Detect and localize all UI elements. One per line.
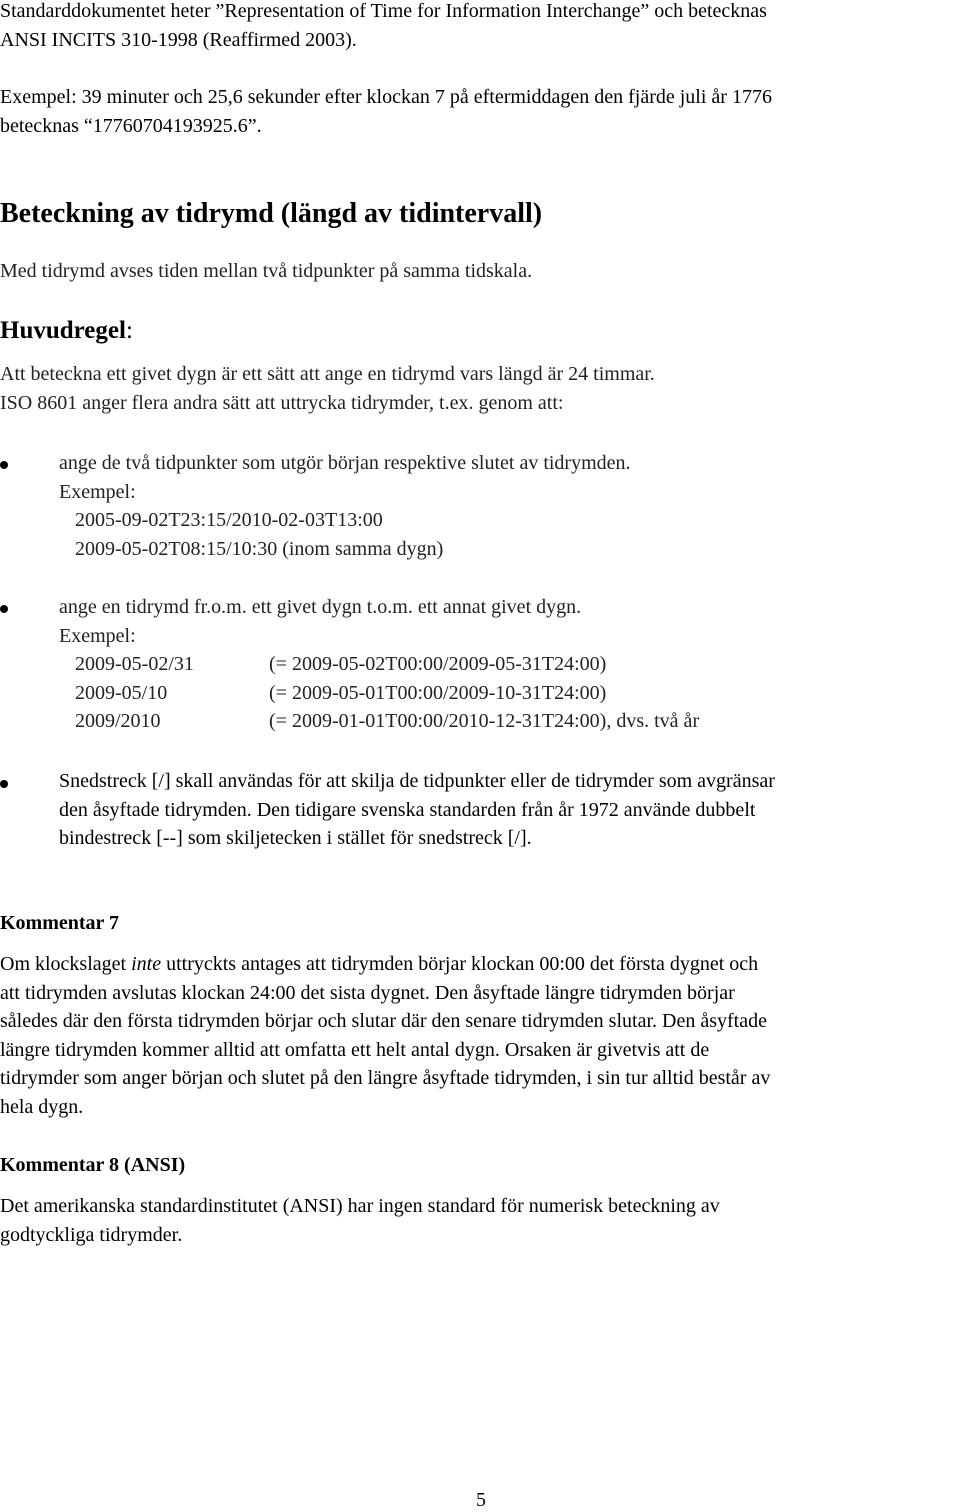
rule-body [0,360,958,417]
rule-title: Huvudregel [0,317,126,344]
example-meaning: (= 2009-05-01T00:00/2009-10-31T24:00) [269,681,607,704]
bullet-line: den åsyftade tidrymden. Den tidigare svenska standarden från år 1972 använde dubbelt [59,798,756,821]
bullet-item-endpoints [59,449,958,563]
comment-text: uttryckts antages att tidrymden börjar klockan 00:00 det första dygnet och [161,953,759,975]
bullet-dot [0,605,8,613]
comment-line: godtyckliga tidrymder. [0,1223,183,1246]
section-heading: Beteckning av tidrymd (längd av tidintervall) [0,198,543,229]
example-meaning: (= 2009-05-02T00:00/2009-05-31T24:00) [269,653,607,676]
comment-line: tidrymder som anger början och slutet på den längre åsyftade tidrymden, i sin tur alltid består av [0,1067,771,1090]
bullet-item-slash [59,767,958,853]
comment-line: Det amerikanska standardinstitutet (ANSI) har ingen standard för numerisk beteckning av [0,1195,720,1217]
example-value: 2005-09-02T23:15/2010-02-03T13:00 [75,509,383,532]
bullet-text: ange de två tidpunkter som utgör början respektive slutet av tidrymden. [59,452,631,474]
bullet-line: Snedstreck [/] skall användas för att skilja de tidpunkter eller de tidrymder som avgränsar [59,770,775,792]
example-value: 2009-05-02T08:15/10:30 (inom samma dygn) [75,537,444,560]
comment-line: hela dygn. [0,1095,84,1118]
bullet-text: ange en tidrymd fr.o.m. ett givet dygn t.o.m. ett annat givet dygn. [59,596,582,618]
example-code: 2009-05/10 [75,681,168,704]
example-code: 2009/2010 [75,710,161,733]
intro-example [0,83,958,140]
comment-7-body [0,950,958,1122]
example-meaning: (= 2009-01-01T00:00/2010-12-31T24:00), dvs. två år [269,710,700,733]
rule-line: ISO 8601 anger flera andra sätt att uttrycka tidrymder, t.ex. genom att: [0,391,564,414]
example-line: Exempel: 39 minuter och 25,6 sekunder efter klockan 7 på eftermiddagen den fjärde juli år 1776 [0,86,772,108]
example-row [59,650,958,679]
example-row [59,707,958,736]
emphasis-text: inte [131,953,162,975]
intro-paragraph [0,0,958,54]
intro-line: ANSI INCITS 310-1998 (Reaffirmed 2003). [0,28,357,51]
comment-line: således där den första tidrymden börjar och slutar där den senare tidrymden slutar. Den åsyftade [0,1010,767,1033]
example-line: betecknas “17760704193925.6”. [0,114,262,137]
comment-7-heading: Kommentar 7 [0,912,120,934]
bullet-line: bindestreck [--] som skiljetecken i stället för snedstreck [/]. [59,827,532,850]
page-number: 5 [476,1489,486,1511]
bullet-item-day-range [59,593,958,736]
example-label: Exempel: [59,624,136,647]
example-label: Exempel: [59,480,136,503]
rule-heading [0,316,958,346]
example-code: 2009-05-02/31 [75,653,194,676]
bullet-dot [0,780,8,788]
comment-line: att tidrymden avslutas klockan 24:00 det sista dygnet. Den åsyftade längre tidrymden börjar [0,981,735,1004]
rule-colon: : [125,317,133,344]
bullet-dot [0,461,8,469]
comment-8-body [0,1192,958,1249]
comment-line: längre tidrymden kommer alltid att omfatta ett helt antal dygn. Orsaken är givetvis att de [0,1038,710,1061]
comment-line [0,950,958,979]
section-definition: Med tidrymd avses tiden mellan två tidpunkter på samma tidskala. [0,260,533,282]
rule-line: Att beteckna ett givet dygn är ett sätt att ange en tidrymd vars längd är 24 timmar. [0,363,655,385]
comment-8-heading: Kommentar 8 (ANSI) [0,1154,186,1176]
comment-text: Om klockslaget [0,953,132,975]
example-row [59,679,958,708]
intro-line: Standarddokumentet heter ”Representation of Time for Information Interchange” och betecknas [0,0,767,22]
